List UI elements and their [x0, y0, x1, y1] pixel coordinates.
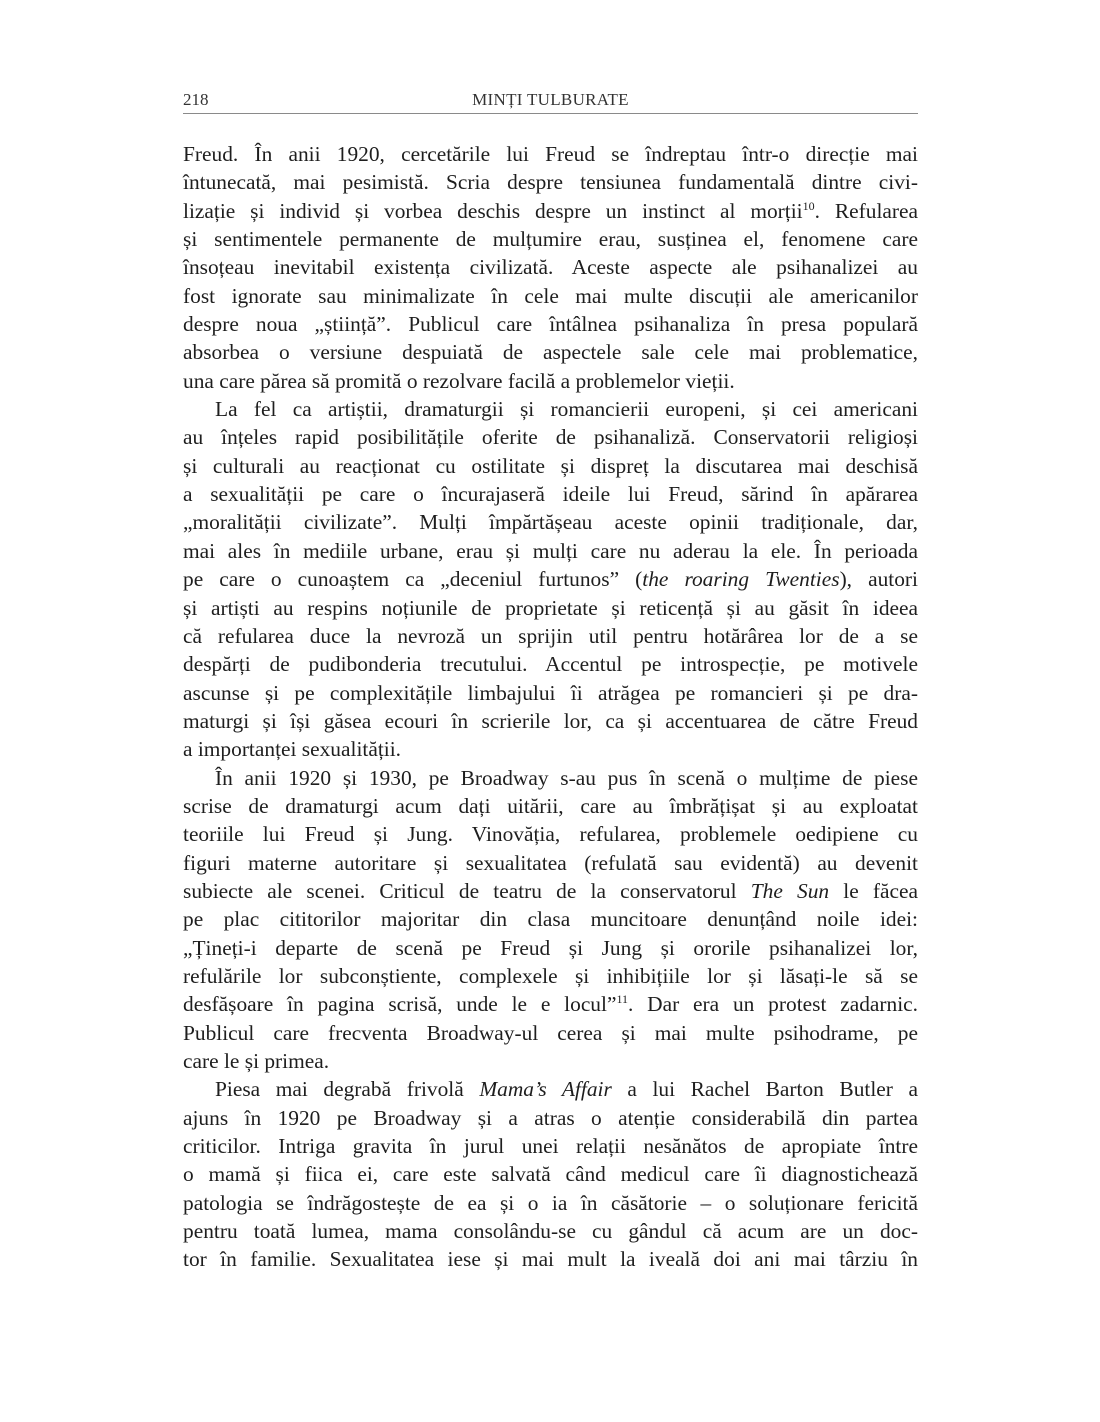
text-segment: patologia se îndrăgostește de ea și o ia în căsătorie – o soluționare fericită: [183, 1190, 918, 1215]
text-segment: și artiști au respins noțiunile de proprietate și reticență și au găsit în ideea: [183, 595, 918, 620]
text-segment: Piesa mai degrabă frivolă: [215, 1077, 480, 1102]
text-segment: figuri materne autoritare și sexualitatea (refulată sau evidentă) au devenit: [183, 850, 918, 875]
text-segment: a importanței sexualității.: [183, 737, 402, 762]
text-line: [183, 962, 918, 990]
text-line: [183, 1104, 918, 1132]
text-segment: În anii 1920 și 1930, pe Broadway s-au pus în scenă o mulțime de piese: [215, 765, 918, 790]
text-line: [183, 1075, 918, 1103]
text-line: [183, 905, 918, 933]
text-line: [183, 310, 918, 338]
italic-text: the roaring Twenties: [642, 567, 840, 592]
text-line: [183, 820, 918, 848]
text-segment: ), autori: [839, 567, 918, 592]
text-segment: desfășoare în pagina scrisă, unde le e locul”: [183, 992, 617, 1017]
text-segment: „moralității civilizate”. Mulți împărtășeau aceste opinii tradiționale, dar,: [183, 510, 918, 535]
text-segment: La fel ca artiștii, dramaturgii și romancierii europeni, și cei americani: [215, 397, 918, 422]
text-segment: . Dar era un protest zadarnic.: [628, 992, 918, 1017]
text-line: [183, 792, 918, 820]
text-line: [183, 1160, 918, 1188]
italic-text: Mama’s Affair: [479, 1077, 612, 1102]
text-line: [183, 395, 918, 423]
text-segment: ascunse și pe complexitățile limbajului îi atrăgea pe romancieri și pe dra-: [183, 680, 918, 705]
text-segment: și culturali au reacționat cu ostilitate și dispreț la discutarea mai deschisă: [183, 453, 918, 478]
text-line: [183, 197, 918, 225]
text-segment: scrise de dramaturgi acum dați uitării, care au îmbrățișat și au exploatat: [183, 793, 918, 818]
text-segment: care le și primea.: [183, 1049, 330, 1073]
text-line: [183, 1217, 918, 1245]
text-segment: Publicul care frecventa Broadway-ul cerea și mai multe psihodrame, pe: [183, 1020, 918, 1045]
text-line: [183, 367, 918, 395]
text-line: [183, 253, 918, 281]
text-segment: lizație și individ și vorbea deschis despre un instinct al morții: [183, 198, 803, 223]
text-line: [183, 537, 918, 565]
text-line: [183, 622, 918, 650]
text-segment: subiecte ale scenei. Criticul de teatru de la conservatorul: [183, 878, 751, 903]
text-segment: că refularea duce la nevroză un sprijin util pentru hotărârea lor de a se: [183, 623, 918, 648]
text-segment: fost ignorate sau minimalizate în cele mai multe discuții ale americanilor: [183, 283, 918, 308]
text-line: [183, 140, 918, 168]
text-segment: însoțeau inevitabil existența civilizată. Aceste aspecte ale psihanalizei au: [183, 255, 918, 280]
text-segment: ajuns în 1920 pe Broadway și a atras o atenție considerabilă din partea: [183, 1105, 918, 1130]
text-line: [183, 1132, 918, 1160]
text-segment: criticilor. Intriga gravita în jurul unei relații nesănătos de apropiate între: [183, 1134, 918, 1159]
running-title: MINȚI TULBURATE: [472, 90, 629, 109]
page-number: 218: [183, 90, 209, 109]
text-line: [183, 423, 918, 451]
text-line: [183, 707, 918, 735]
text-segment: a sexualității pe care o încurajaseră ideile lui Freud, sărind în apărarea: [183, 482, 918, 507]
footnote-ref: 11: [616, 992, 629, 1007]
header-rule: [183, 113, 918, 114]
text-line: [183, 338, 918, 366]
text-line: [183, 168, 918, 196]
text-segment: despărți de pudibonderia trecutului. Accentul pe introspecție, pe motivele: [183, 652, 918, 677]
body-text: [183, 140, 918, 1274]
text-line: [183, 452, 918, 480]
text-line: [183, 735, 918, 763]
text-segment: pe plac cititorilor majoritar din clasa muncitoare denunțând noile idei:: [183, 907, 918, 932]
text-segment: o mamă și fiica ei, care este salvată când medicul care îi diagnostichează: [183, 1162, 918, 1187]
text-segment: refulările lor subconștiente, complexele și inhibițiile lor și lăsați-le să se: [183, 963, 918, 988]
text-line: [183, 565, 918, 593]
text-line: [183, 508, 918, 536]
footnote-ref: 10: [802, 198, 815, 213]
text-line: [183, 282, 918, 310]
text-line: [183, 1245, 918, 1273]
text-segment: tor în familie. Sexualitatea iese și mai mult la iveală doi ani mai târziu în: [183, 1247, 918, 1272]
text-line: [183, 480, 918, 508]
text-segment: întunecată, mai pesimistă. Scria despre tensiunea fundamentală dintre civi-: [183, 170, 918, 195]
text-line: [183, 990, 918, 1018]
running-header: [183, 88, 918, 112]
text-segment: și sentimentele permanente de mulțumire erau, susținea el, fenomene care: [183, 227, 918, 252]
text-line: [183, 934, 918, 962]
text-segment: „Țineți-i departe de scenă pe Freud și Jung și ororile psihanalizei lor,: [183, 935, 918, 960]
text-line: [183, 877, 918, 905]
text-line: [183, 1047, 918, 1075]
text-segment: absorbea o versiune despuiată de aspectele sale cele mai problematice,: [183, 340, 918, 365]
text-segment: maturgi și își găsea ecouri în scrierile lor, ca și accentuarea de către Freud: [183, 708, 918, 733]
text-segment: teoriile lui Freud și Jung. Vinovăția, refularea, problemele oedipiene cu: [183, 822, 918, 847]
text-segment: pentru toată lumea, mama consolându-se cu gândul că acum are un doc-: [183, 1219, 918, 1244]
text-line: [183, 849, 918, 877]
text-line: [183, 764, 918, 792]
text-line: [183, 679, 918, 707]
text-segment: despre noua „știință”. Publicul care întâlnea psihanaliza în presa populară: [183, 312, 918, 337]
text-segment: una care părea să promită o rezolvare facilă a problemelor vieții.: [183, 368, 735, 393]
text-line: [183, 650, 918, 678]
text-segment: a lui Rachel Barton Butler a: [611, 1077, 918, 1102]
italic-text: The Sun: [750, 878, 830, 903]
text-line: [183, 594, 918, 622]
text-segment: pe care o cunoaștem ca „deceniul furtunos” (: [183, 567, 643, 592]
text-line: [183, 225, 918, 253]
text-segment: au înțeles rapid posibilitățile oferite de psihanaliză. Conservatorii religioși: [183, 425, 918, 450]
text-line: [183, 1019, 918, 1047]
text-segment: le făcea: [829, 878, 918, 903]
text-segment: mai ales în mediile urbane, erau și mulți care nu aderau la ele. În perioada: [183, 538, 918, 563]
text-segment: Freud. În anii 1920, cercetările lui Freud se îndreptau într-o direcție mai: [183, 142, 918, 166]
text-segment: . Refularea: [814, 198, 918, 223]
text-line: [183, 1189, 918, 1217]
